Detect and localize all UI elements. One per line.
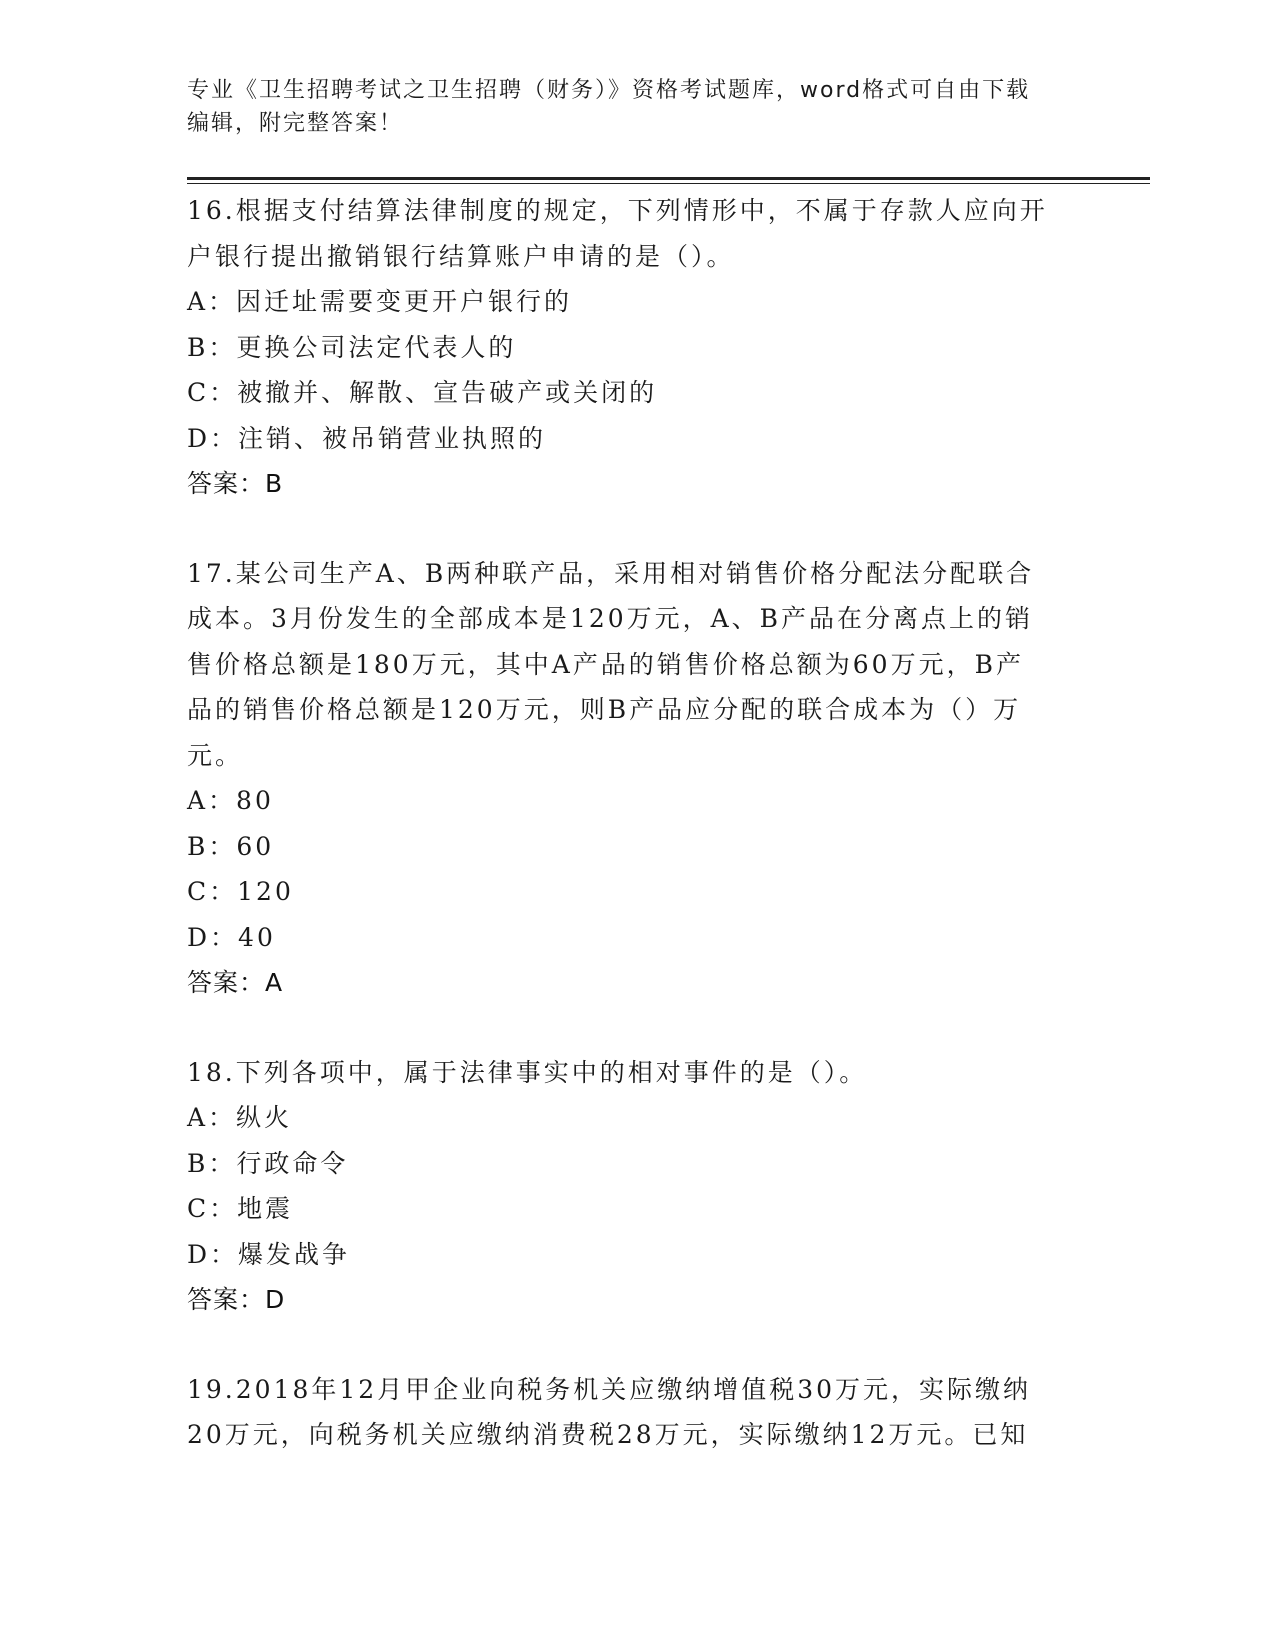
answer-label: 答案：B: [187, 469, 284, 498]
question-stem-line: 品的销售价格总额是120万元，则B产品应分配的联合成本为（）万: [187, 695, 1022, 724]
option-b: B：行政命令: [187, 1148, 349, 1178]
question-stem-line: 16.根据支付结算法律制度的规定，下列情形中，不属于存款人应向开: [187, 196, 1048, 225]
option-d: D：40: [187, 922, 276, 952]
answer-label: 答案：D: [187, 1285, 286, 1314]
option-c: C：120: [187, 877, 294, 906]
option-a: A：纵火: [187, 1103, 293, 1132]
question-list: [187, 188, 1067, 1502]
question-17: [187, 551, 1067, 1006]
question-stem-line: 户银行提出撤销银行结算账户申请的是（）。: [187, 241, 735, 271]
option-b: B：更换公司法定代表人的: [187, 332, 517, 362]
option-d: D：爆发战争: [187, 1239, 351, 1269]
question-stem-line: 19.2018年12月甲企业向税务机关应缴纳增值税30万元，实际缴纳: [187, 1374, 1032, 1404]
header-divider-thick: [187, 177, 1150, 180]
option-b: B：60: [187, 831, 275, 861]
question-16: [187, 188, 1067, 507]
option-a: A：因迁址需要变更开户银行的: [187, 287, 573, 316]
header-divider-thin: [187, 183, 1150, 184]
option-c: C：被撤并、解散、宣告破产或关闭的: [187, 378, 658, 407]
option-c: C：地震: [187, 1194, 294, 1223]
question-stem-line: 售价格总额是180万元，其中A产品的销售价格总额为60万元，B产: [187, 649, 1024, 679]
question-stem-line: 元。: [187, 740, 244, 770]
question-stem-line: 成本。3月份发生的全部成本是120万元，A、B产品在分离点上的销: [187, 604, 1034, 633]
question-stem-line: 20万元，向税务机关应缴纳消费税28万元，实际缴纳12万元。已知: [187, 1420, 1029, 1449]
question-stem-line: 18.下列各项中，属于法律事实中的相对事件的是（）。: [187, 1057, 868, 1087]
option-d: D：注销、被吊销营业执照的: [187, 423, 547, 453]
question-19: [187, 1367, 1067, 1458]
question-stem-line: 17.某公司生产A、B两种联产品，采用相对销售价格分配法分配联合: [187, 558, 1035, 588]
header-line-1: 专业《卫生招聘考试之卫生招聘（财务）》资格考试题库，word格式可自由下载: [187, 78, 1031, 103]
option-a: A：80: [187, 786, 274, 815]
header-line-2: 编辑，附完整答案！: [187, 111, 404, 136]
document-header: [187, 74, 1067, 140]
answer-label: 答案：A: [187, 968, 284, 997]
question-18: [187, 1050, 1067, 1323]
